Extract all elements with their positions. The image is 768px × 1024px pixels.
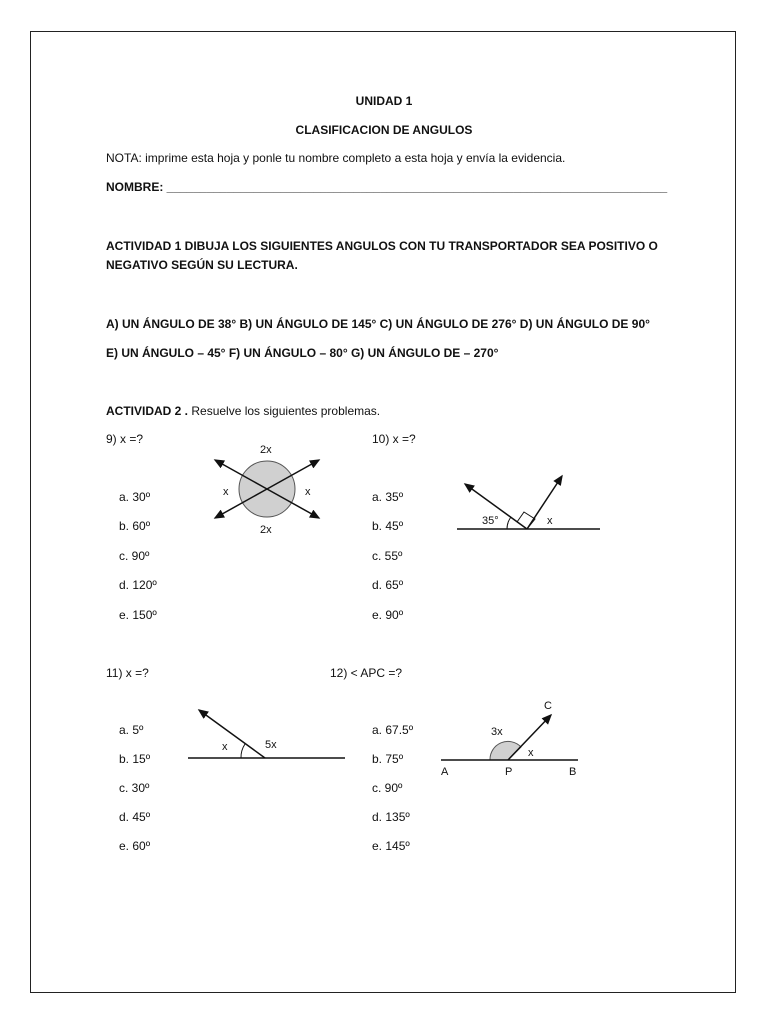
fig11-x-label: x xyxy=(222,741,228,753)
problem-10-option-a: a. 35º xyxy=(372,490,404,504)
activity1-angles-line2: E) UN ÁNGULO – 45° F) UN ÁNGULO – 80° G) UN ÁNGULO DE – 270° xyxy=(106,346,499,360)
activity2-heading xyxy=(106,403,380,419)
note-text: NOTA: imprime esta hoja y ponle tu nombre completo a esta hoja y envía la evidencia. xyxy=(106,151,566,165)
problem-9-option-c: c. 90º xyxy=(119,549,150,563)
problem-11-option-d: d. 45º xyxy=(119,810,151,824)
fig9-label-top: 2x xyxy=(260,444,272,456)
problem-11-option-c: c. 30º xyxy=(119,781,150,795)
activity1-heading-line2: NEGATIVO SEGÚN SU LECTURA. xyxy=(106,258,298,272)
ray xyxy=(199,710,265,758)
problem-11-figure xyxy=(185,700,350,765)
ray xyxy=(527,476,562,529)
activity2-heading-rest: Resuelve los siguientes problemas. xyxy=(188,404,381,418)
activity1-heading-line1: ACTIVIDAD 1 DIBUJA LOS SIGUIENTES ANGULOS CON TU TRANSPORTADOR SEA POSITIVO O xyxy=(106,239,658,253)
problem-11-option-e: e. 60º xyxy=(119,839,151,853)
fig11-5x-label: 5x xyxy=(265,739,277,751)
fig12-point-a: A xyxy=(441,766,449,778)
problem-9-option-a: a. 30º xyxy=(119,490,151,504)
fig9-label-right: x xyxy=(305,486,311,498)
fig12-x-label: x xyxy=(528,747,534,759)
activity1-angles-line1: A) UN ÁNGULO DE 38° B) UN ÁNGULO DE 145° C) UN ÁNGULO DE 276° D) UN ÁNGULO DE 90° xyxy=(106,317,650,331)
problem-10-option-c: c. 55º xyxy=(372,549,403,563)
problem-9-option-d: d. 120º xyxy=(119,578,157,592)
problem-11-option-b: b. 15º xyxy=(119,752,151,766)
fig12-point-c: C xyxy=(544,700,552,712)
problem-9-option-e: e. 150º xyxy=(119,608,157,622)
activity2-heading-bold: ACTIVIDAD 2 . xyxy=(106,404,189,418)
problem-9-label: 9) x =? xyxy=(106,432,144,446)
fig10-angle-label: 35° xyxy=(482,515,499,527)
problem-10-option-d: d. 65º xyxy=(372,578,404,592)
problem-12-figure xyxy=(438,695,588,785)
page-title: CLASIFICACION DE ANGULOS xyxy=(295,123,473,137)
problem-11-option-a: a. 5º xyxy=(119,723,144,737)
angle-arc xyxy=(241,744,245,758)
problem-10-option-b: b. 45º xyxy=(372,519,404,533)
problem-10-option-e: e. 90º xyxy=(372,608,404,622)
problem-12-option-a: a. 67.5º xyxy=(372,723,414,737)
angle-arc xyxy=(507,517,511,529)
problem-12-option-b: b. 75º xyxy=(372,752,404,766)
fig12-3x-label: 3x xyxy=(491,726,503,738)
fig9-label-left: x xyxy=(223,486,229,498)
unit-title: UNIDAD 1 xyxy=(355,94,413,108)
problem-10-label: 10) x =? xyxy=(372,432,416,446)
name-line: NOMBRE: ___________________________________________________________________________ xyxy=(106,180,668,194)
problem-12-option-c: c. 90º xyxy=(372,781,403,795)
fig10-x-label: x xyxy=(547,515,553,527)
fig12-point-p: P xyxy=(505,766,513,778)
problem-12-option-e: e. 145º xyxy=(372,839,410,853)
problem-10-figure xyxy=(455,470,605,540)
problem-11-label: 11) x =? xyxy=(106,666,149,680)
problem-9-option-b: b. 60º xyxy=(119,519,151,533)
problem-12-label: 12) < APC =? xyxy=(330,666,403,680)
fig12-point-b: B xyxy=(569,766,577,778)
problem-9-figure xyxy=(205,440,335,540)
problem-12-option-d: d. 135º xyxy=(372,810,410,824)
fig9-label-bottom: 2x xyxy=(260,524,272,536)
